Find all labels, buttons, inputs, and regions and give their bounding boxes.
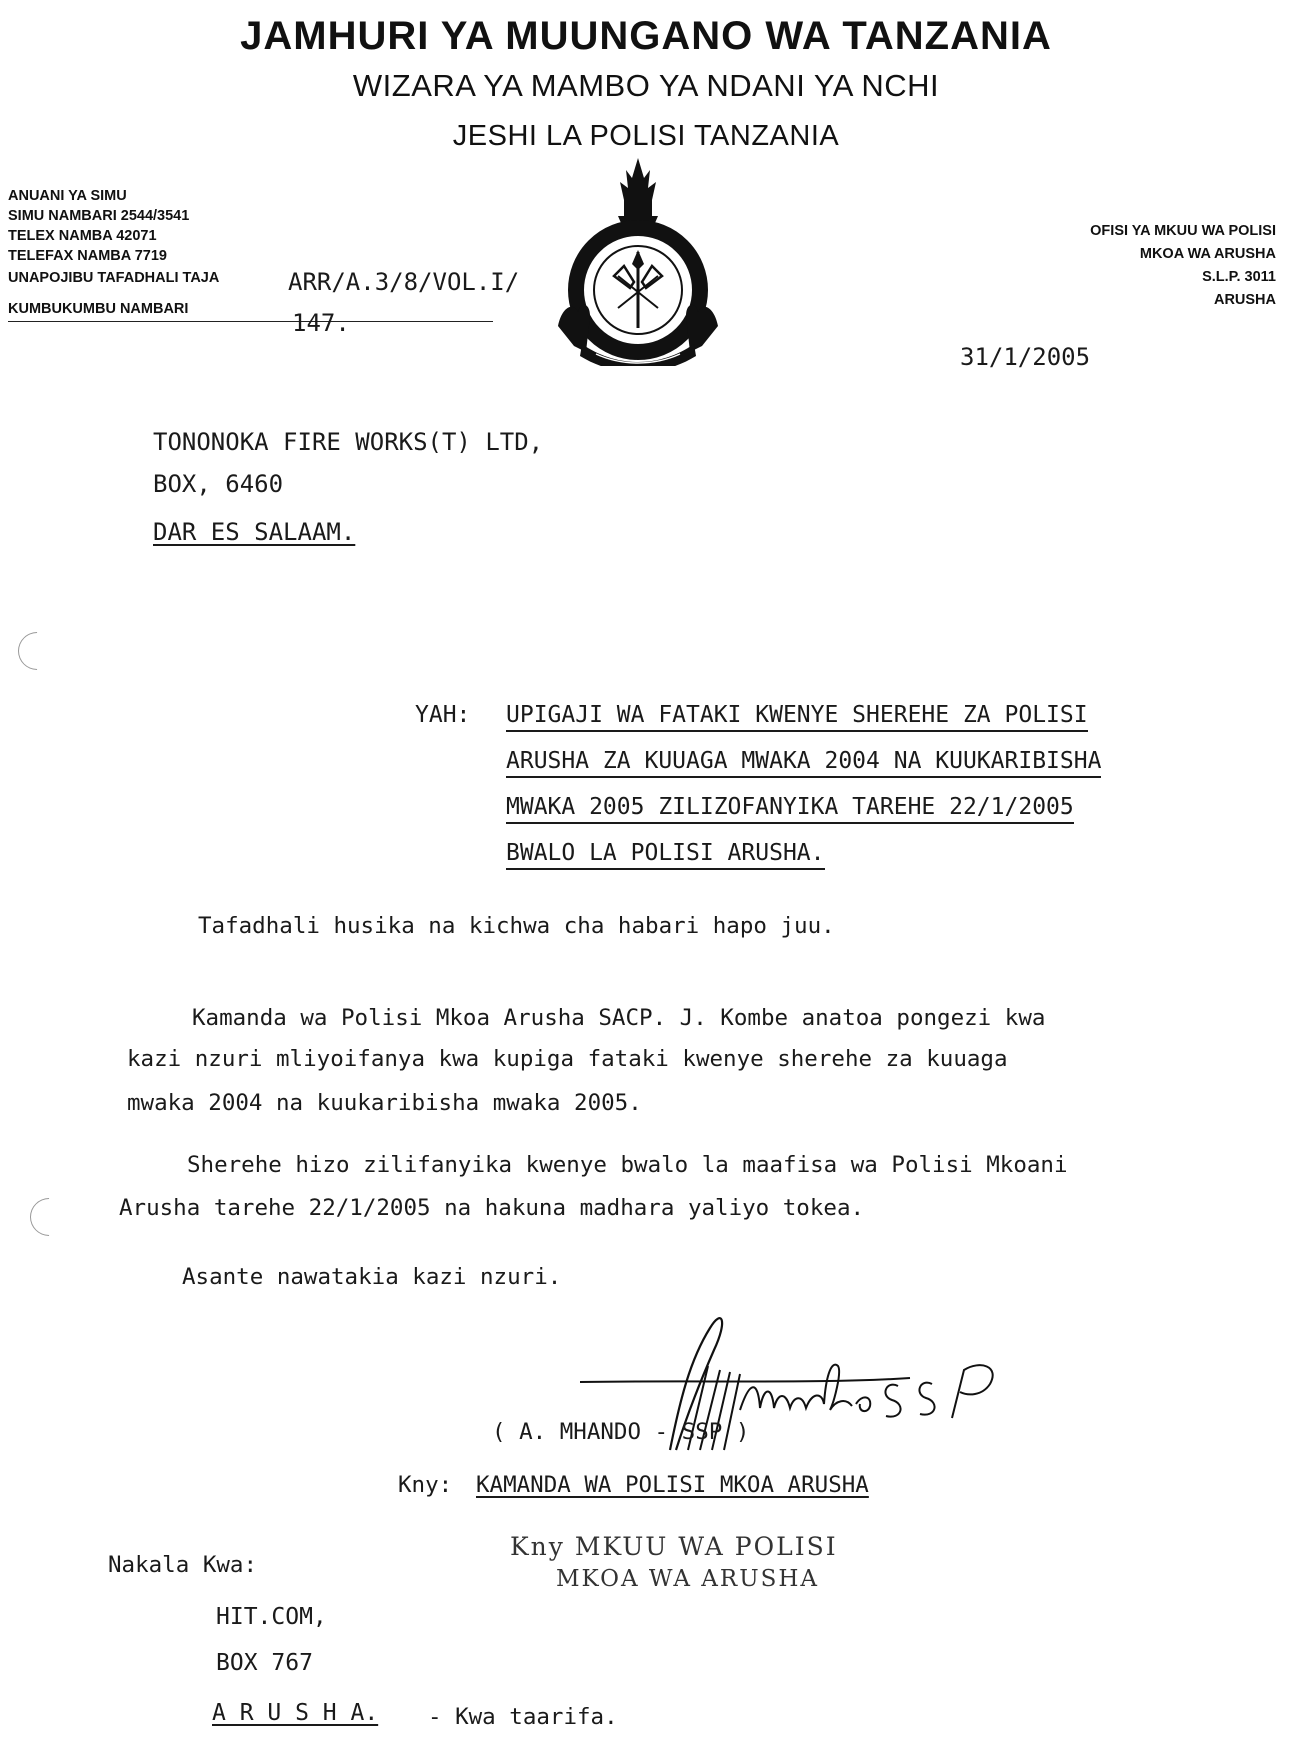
police-emblem-icon	[556, 156, 720, 366]
contact-reply-note: UNAPOJIBU TAFADHALI TAJA	[8, 270, 220, 286]
recipient-city: DAR ES SALAAM.	[153, 518, 356, 546]
body-closing: Asante nawatakia kazi nzuri.	[182, 1264, 562, 1290]
body-paragraph-3-line-1: Sherehe hizo zilifanyika kwenye bwalo la maafisa wa Polisi Mkoani	[187, 1152, 1068, 1178]
office-city: ARUSHA	[1213, 292, 1276, 308]
letterhead-ministry: WIZARA YA MAMBO YA NDANI YA NCHI	[352, 68, 940, 103]
copy-to-note: - Kwa taarifa.	[428, 1704, 618, 1730]
subject-line-3: MWAKA 2005 ZILIZOFANYIKA TAREHE 22/1/2005	[506, 794, 1074, 824]
signatory-name: ( A. MHANDO - SSP )	[492, 1419, 750, 1445]
signatory-title: KAMANDA WA POLISI MKOA ARUSHA	[476, 1472, 869, 1498]
punch-hole-mark	[10, 624, 64, 678]
copy-to-city: A R U S H A.	[212, 1700, 379, 1726]
letterhead-country: JAMHURI YA MUUNGANO WA TANZANIA	[240, 14, 1052, 58]
contact-telex: TELEX NAMBA 42071	[8, 228, 157, 244]
recipient-company: TONONOKA FIRE WORKS(T) LTD,	[153, 428, 544, 456]
body-paragraph-2-line-1: Kamanda wa Polisi Mkoa Arusha SACP. J. Kombe anatoa pongezi kwa	[192, 1005, 1046, 1031]
copy-to-box: BOX 767	[216, 1650, 313, 1676]
official-stamp-line-1: Kny MKUU WA POLISI	[510, 1532, 838, 1561]
contact-reference-label: KUMBUKUMBU NAMBARI	[8, 301, 189, 317]
office-po-box: S.L.P. 3011	[1202, 269, 1276, 285]
copy-to-company: HIT.COM,	[216, 1604, 327, 1630]
body-paragraph-2-line-3: mwaka 2004 na kuukaribisha mwaka 2005.	[127, 1090, 642, 1116]
recipient-box: BOX, 6460	[153, 470, 284, 498]
letter-date: 31/1/2005	[960, 343, 1091, 371]
body-paragraph-3-line-2: Arusha tarehe 22/1/2005 na hakuna madhara yaliyo tokea.	[119, 1195, 865, 1221]
contact-telegraph: ANUANI YA SIMU	[8, 188, 127, 204]
reference-number: ARR/A.3/8/VOL.I/	[288, 268, 520, 296]
body-paragraph-2-line-2: kazi nzuri mliyoifanya kwa kupiga fataki kwenye sherehe za kuuaga	[127, 1046, 1008, 1072]
subject-line-4: BWALO LA POLISI ARUSHA.	[506, 840, 825, 870]
copy-to-label: Nakala Kwa:	[108, 1552, 258, 1578]
punch-hole-mark	[22, 1190, 76, 1244]
subject-label: YAH:	[415, 702, 471, 728]
office-region: MKOA WA ARUSHA	[1139, 246, 1276, 262]
body-paragraph-1: Tafadhali husika na kichwa cha habari hapo juu.	[198, 913, 835, 939]
contact-phone: SIMU NAMBARI 2544/3541	[8, 208, 190, 224]
letterhead-police: JESHI LA POLISI TANZANIA	[452, 120, 840, 152]
reference-number-cont: 147.	[292, 309, 350, 337]
reference-underline	[8, 321, 493, 322]
subject-line-2: ARUSHA ZA KUUAGA MWAKA 2004 NA KUUKARIBISHA	[506, 748, 1101, 778]
official-stamp-line-2: MKOA WA ARUSHA	[556, 1566, 820, 1592]
subject-line-1: UPIGAJI WA FATAKI KWENYE SHEREHE ZA POLISI	[506, 702, 1088, 732]
office-name: OFISI YA MKUU WA POLISI	[1090, 223, 1276, 239]
contact-telefax: TELEFAX NAMBA 7719	[8, 248, 167, 264]
signatory-on-behalf-label: Kny:	[398, 1472, 453, 1498]
